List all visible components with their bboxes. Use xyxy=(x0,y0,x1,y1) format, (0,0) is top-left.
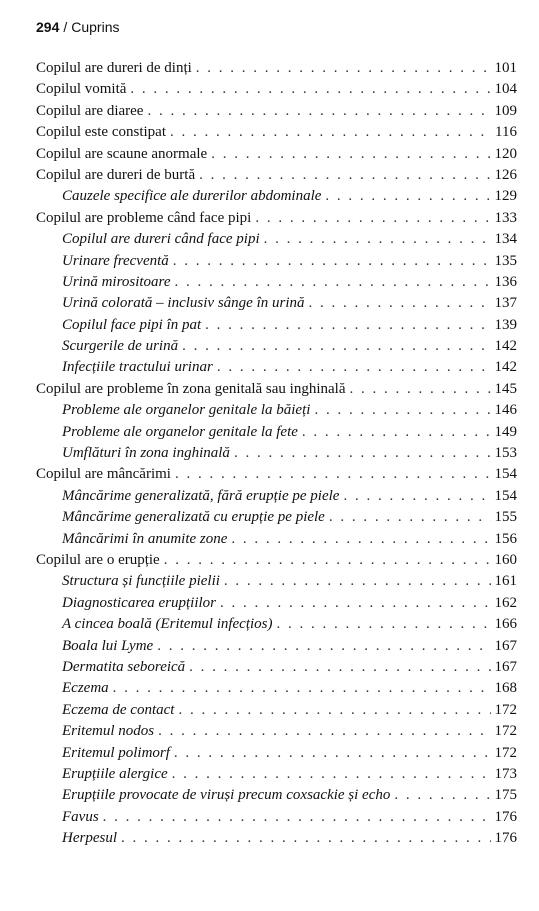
toc-subentry xyxy=(36,721,517,742)
toc-entry-page: 135 xyxy=(494,252,517,269)
section-title: Cuprins xyxy=(71,19,120,35)
toc-entry-page: 104 xyxy=(494,81,517,98)
running-header xyxy=(36,18,120,36)
toc-entry-page: 137 xyxy=(494,295,517,312)
toc-entry-title: Eczema de contact xyxy=(62,701,175,718)
dot-leader xyxy=(325,186,490,207)
toc-entry xyxy=(36,122,517,143)
toc-entry-title: Copilul are diaree xyxy=(36,102,144,119)
table-of-contents xyxy=(36,58,517,849)
dot-leader xyxy=(196,58,491,79)
toc-subentry xyxy=(36,336,517,357)
toc-entry-page: 167 xyxy=(494,658,517,675)
toc-entry-page: 166 xyxy=(494,616,517,633)
toc-entry xyxy=(36,58,517,79)
header-separator: / xyxy=(63,19,68,35)
toc-entry-page: 142 xyxy=(494,359,517,376)
toc-entry-title: Copilul vomită xyxy=(36,81,127,98)
toc-entry-title: Probleme ale organelor genitale la fete xyxy=(62,423,298,440)
toc-entry-page: 129 xyxy=(494,188,517,205)
dot-leader xyxy=(130,79,490,100)
toc-entry-page: 172 xyxy=(494,744,517,761)
dot-leader xyxy=(182,336,490,357)
toc-entry-page: 176 xyxy=(494,808,517,825)
toc-entry xyxy=(36,550,517,571)
dot-leader xyxy=(224,571,491,592)
dot-leader xyxy=(121,828,491,849)
toc-entry-title: Infecțiile tractului urinar xyxy=(62,359,213,376)
dot-leader xyxy=(255,208,490,229)
toc-entry-page: 120 xyxy=(494,145,517,162)
toc-subentry xyxy=(36,357,517,378)
toc-entry-title: Mâncărime generalizată cu erupție pe piele xyxy=(62,509,325,526)
toc-entry-page: 136 xyxy=(494,273,517,290)
toc-entry-title: Copilul are probleme când face pipi xyxy=(36,209,252,226)
dot-leader xyxy=(220,593,490,614)
toc-subentry xyxy=(36,828,517,849)
toc-entry-page: 168 xyxy=(494,680,517,697)
toc-entry-title: Dermatita seboreică xyxy=(62,658,186,675)
dot-leader xyxy=(199,165,490,186)
dot-leader xyxy=(157,636,490,657)
toc-entry-title: Erupțiile provocate de viruși precum coxsackie și echo xyxy=(62,787,391,804)
toc-entry-title: Herpesul xyxy=(62,830,117,847)
dot-leader xyxy=(264,229,491,250)
toc-subentry xyxy=(36,486,517,507)
toc-subentry xyxy=(36,186,517,207)
toc-entry xyxy=(36,208,517,229)
toc-entry-title: Urină mirositoare xyxy=(62,273,171,290)
dot-leader xyxy=(217,357,491,378)
toc-entry xyxy=(36,144,517,165)
page-number: 294 xyxy=(36,19,60,35)
toc-entry xyxy=(36,165,517,186)
toc-entry-page: 149 xyxy=(494,423,517,440)
toc-entry xyxy=(36,464,517,485)
dot-leader xyxy=(175,464,491,485)
toc-entry-page: 154 xyxy=(494,487,517,504)
dot-leader xyxy=(205,315,490,336)
toc-entry-title: Urină colorată – inclusiv sânge în urină xyxy=(62,295,305,312)
toc-subentry xyxy=(36,743,517,764)
dot-leader xyxy=(343,486,490,507)
toc-entry-title: Eczema xyxy=(62,680,109,697)
toc-entry-title: Mâncărime generalizată, fără erupție pe piele xyxy=(62,487,340,504)
dot-leader xyxy=(113,678,491,699)
toc-entry-page: 142 xyxy=(494,338,517,355)
dot-leader xyxy=(211,144,490,165)
toc-entry-page: 176 xyxy=(494,830,517,847)
toc-entry-title: Urinare frecventă xyxy=(62,252,169,269)
toc-entry-title: Mâncărimi în anumite zone xyxy=(62,530,228,547)
toc-subentry xyxy=(36,400,517,421)
dot-leader xyxy=(173,251,491,272)
toc-entry-page: 156 xyxy=(494,530,517,547)
toc-subentry xyxy=(36,700,517,721)
toc-entry-title: Umflături în zona inghinală xyxy=(62,445,230,462)
toc-entry-title: Eritemul nodos xyxy=(62,723,155,740)
dot-leader xyxy=(231,529,490,550)
toc-entry-title: Diagnosticarea erupțiilor xyxy=(62,594,217,611)
toc-entry-title: Copilul are probleme în zona genitală sau inghinală xyxy=(36,380,346,397)
toc-subentry xyxy=(36,251,517,272)
toc-entry-page: 175 xyxy=(494,787,517,804)
toc-entry xyxy=(36,379,517,400)
toc-subentry xyxy=(36,507,517,528)
toc-entry-title: Copilul are o erupție xyxy=(36,551,160,568)
toc-entry-title: Erupțiile alergice xyxy=(62,765,168,782)
dot-leader xyxy=(302,422,491,443)
toc-subentry xyxy=(36,422,517,443)
toc-entry-title: Copilul face pipi în pat xyxy=(62,316,202,333)
toc-subentry xyxy=(36,529,517,550)
toc-subentry xyxy=(36,315,517,336)
toc-entry-page: 146 xyxy=(494,402,517,419)
toc-subentry xyxy=(36,764,517,785)
toc-entry-title: Scurgerile de urină xyxy=(62,338,179,355)
toc-entry-page: 134 xyxy=(494,231,517,248)
toc-subentry xyxy=(36,678,517,699)
dot-leader xyxy=(394,785,490,806)
toc-entry-page: 145 xyxy=(494,380,517,397)
toc-entry-page: 172 xyxy=(494,723,517,740)
toc-entry-title: Eritemul polimorf xyxy=(62,744,170,761)
toc-entry-page: 154 xyxy=(494,466,517,483)
toc-entry xyxy=(36,79,517,100)
toc-entry xyxy=(36,101,517,122)
toc-entry-title: Favus xyxy=(62,808,99,825)
dot-leader xyxy=(178,700,490,721)
dot-leader xyxy=(147,101,490,122)
toc-subentry xyxy=(36,614,517,635)
toc-entry-page: 172 xyxy=(494,701,517,718)
toc-entry-page: 167 xyxy=(494,637,517,654)
toc-entry-title: Copilul are dureri de dinți xyxy=(36,60,192,76)
dot-leader xyxy=(350,379,491,400)
toc-subentry xyxy=(36,657,517,678)
toc-entry-page: 133 xyxy=(494,209,517,226)
dot-leader xyxy=(174,272,490,293)
toc-entry-title: Copilul are scaune anormale xyxy=(36,145,208,162)
toc-entry-page: 162 xyxy=(494,594,517,611)
toc-entry-page: 139 xyxy=(494,316,517,333)
toc-entry-page: 126 xyxy=(494,166,517,183)
toc-entry-title: Copilul are dureri de burtă xyxy=(36,166,196,183)
dot-leader xyxy=(103,807,491,828)
dot-leader xyxy=(164,550,491,571)
dot-leader xyxy=(329,507,491,528)
toc-entry-page: 173 xyxy=(494,765,517,782)
dot-leader xyxy=(189,657,490,678)
toc-entry-title: Copilul are mâncărimi xyxy=(36,466,171,483)
dot-leader xyxy=(172,764,491,785)
toc-entry-page: 160 xyxy=(494,551,517,568)
toc-entry-title: Copilul are dureri când face pipi xyxy=(62,231,260,248)
toc-entry-page: 116 xyxy=(495,124,517,141)
toc-subentry xyxy=(36,807,517,828)
toc-entry-title: Probleme ale organelor genitale la băieți xyxy=(62,402,311,419)
toc-subentry xyxy=(36,272,517,293)
toc-subentry xyxy=(36,636,517,657)
dot-leader xyxy=(234,443,491,464)
toc-subentry xyxy=(36,593,517,614)
toc-entry-page: 161 xyxy=(494,573,517,590)
dot-leader xyxy=(174,743,491,764)
toc-entry-page: 109 xyxy=(494,102,517,119)
toc-entry-page: 155 xyxy=(494,509,517,526)
toc-subentry xyxy=(36,229,517,250)
dot-leader xyxy=(170,122,491,143)
toc-entry-title: Copilul este constipat xyxy=(36,124,166,141)
toc-entry-title: Boala lui Lyme xyxy=(62,637,154,654)
toc-entry-title: A cincea boală (Eritemul infecțios) xyxy=(62,616,273,633)
dot-leader xyxy=(277,614,491,635)
toc-subentry xyxy=(36,571,517,592)
toc-entry-page: 153 xyxy=(494,445,517,462)
toc-subentry xyxy=(36,293,517,314)
toc-subentry xyxy=(36,443,517,464)
toc-entry-title: Structura și funcțiile pielii xyxy=(62,573,220,590)
dot-leader xyxy=(309,293,491,314)
toc-subentry xyxy=(36,785,517,806)
toc-entry-page: 101 xyxy=(494,60,517,76)
toc-entry-title: Cauzele specifice ale durerilor abdominale xyxy=(62,188,322,205)
dot-leader xyxy=(314,400,490,421)
dot-leader xyxy=(158,721,490,742)
